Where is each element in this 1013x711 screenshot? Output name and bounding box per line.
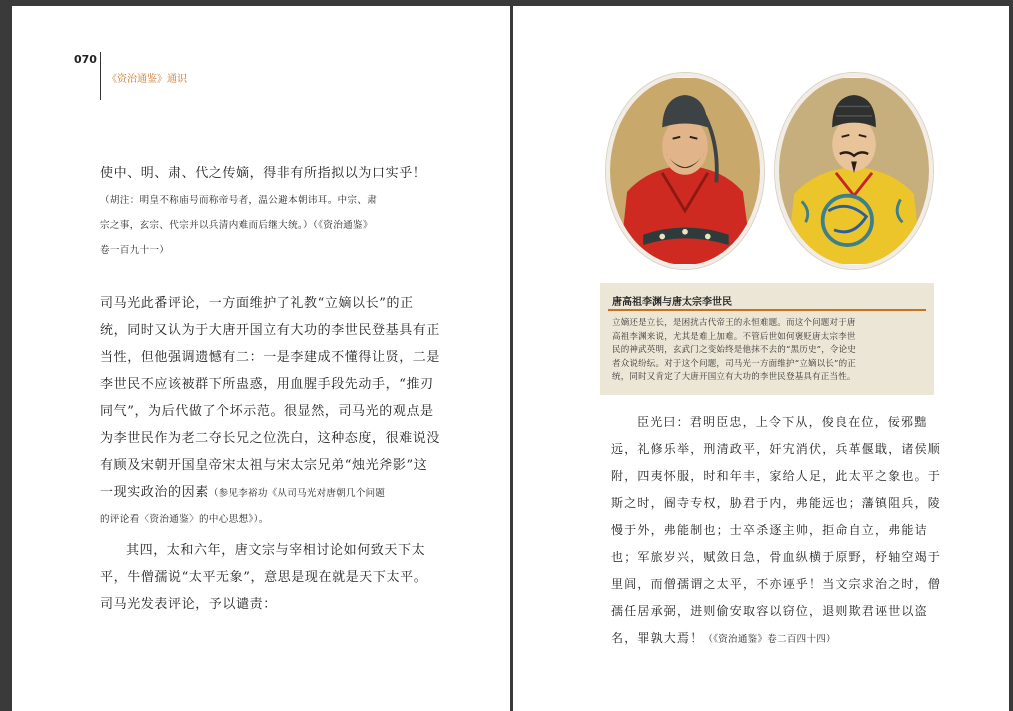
text-line: 里闾，而僧孺谓之太平，不亦诬乎！当文宗求治之时，僧 [611,577,942,591]
text-line [100,479,414,507]
text-block-2 [100,290,441,532]
annotation-line: （胡注：明皇不称庙号而称帝号者，温公避本朝讳耳。中宗、肃 [100,195,378,206]
running-title: 《资治通鉴》通识 [107,74,187,85]
text-line: 也；军旅岁兴，赋敛日急，骨血纵横于原野，杼轴空竭于 [611,550,942,564]
citation: （参见李裕功《从司马光对唐朝几个问题 [208,488,386,499]
text-line: 有顾及宋朝开国皇帝宋太祖与宋太宗兄弟“烛光斧影”这 [100,458,428,473]
text-line: 慢于外，弗能制也；士卒杀逐主帅，拒命自立，弗能诘 [611,523,928,537]
text-line: 统，同时又认为于大唐开国立有大功的李世民登基具有正 [100,323,441,338]
text-line: 司马光此番评论，一方面维护了礼教“立嫡以长”的正 [100,296,414,311]
citation: （《资治通鉴》卷二百四十四） [703,634,836,645]
text-line: 斯之时，阍寺专权，胁君于内，弗能远也；藩镇阻兵，陵 [611,496,942,510]
text-fragment: 一现实政治的因素 [100,485,209,500]
text-line: 远，礼修乐举，刑清政平，奸宄消伏，兵革偃戢，诸侯顺 [611,442,942,456]
portrait-tang-taizong [775,73,933,269]
text-fragment: 名，罪孰大焉！ [611,631,704,645]
text-line: 同气”，为后代做了个坏示范。很显然，司马光的观点是 [100,404,434,419]
text-line: 臣光曰：君明臣忠，上令下从，俊良在位，佞邪黜 [637,415,928,429]
text-line: 当性，但他强调遗憾有二：一是李建成不懂得让贤，二是 [100,350,441,365]
emperor-portrait-image [779,77,929,265]
left-page [12,6,510,711]
caption-title: 唐高祖李渊与唐太宗李世民 [612,297,732,308]
caption-line: 统，同时又肯定了大唐开国立有大功的李世民登基具有正当性。 [612,372,856,382]
text-line [611,625,929,653]
text-block-1 [100,160,427,263]
caption-line: 民的神武英明，玄武门之变始终是他抹不去的“黑历史”，令论史 [612,345,856,355]
text-line: 平，牛僧孺说“太平无象”，意思是现在就是天下太平。 [100,570,428,585]
text-line: 孺任居承弼，进则偷安取容以窃位，退则欺君诬世以盗 [611,604,928,618]
text-block-3 [100,537,428,618]
caption-line: 高祖李渊来说，尤其是难上加难。不管后世如何褒贬唐太宗李世 [612,331,856,342]
text-line: 其四，太和六年，唐文宗与宰相讨论如何致天下太 [126,543,426,558]
annotation-line: 卷一百九十一） [100,245,170,256]
caption-line: 者众说纷纭。对于这个问题，司马光一方面维护“立嫡以长”的正 [612,358,856,369]
header-divider [100,52,101,100]
text-line: 李世民不应该被群下所蛊惑，用血腥手段先动手，“推刃 [100,377,434,392]
emperor-portrait-image [610,77,760,265]
text-line: 附，四夷怀服，时和年丰，家给人足，此太平之象也。于 [611,469,942,483]
page-number: 070 [74,53,97,66]
citation-line: 的评论看〈资治通鉴〉的中心思想》）。 [100,514,269,525]
caption-body [612,317,928,385]
text-line: 为李世民作为老二夺长兄之位洗白，这种态度，很难说没 [100,431,441,446]
figure-caption-box [600,283,934,395]
text-line: 司马光发表评论，予以谴责： [100,597,277,612]
caption-divider [608,309,926,311]
caption-line: 立嫡还是立长，是困扰古代帝王的永恒难题。而这个问题对于唐 [612,318,856,328]
right-page [513,6,1009,711]
quotation-block [611,409,942,653]
annotation-line: 宗之事，玄宗、代宗并以兵清内难而后继大统。）（《资治通鉴》 [100,220,373,231]
text-line: 使中、明、肃、代之传嫡，得非有所指拟以为口实乎！ [100,166,427,181]
portrait-tang-gaozu [606,73,764,269]
